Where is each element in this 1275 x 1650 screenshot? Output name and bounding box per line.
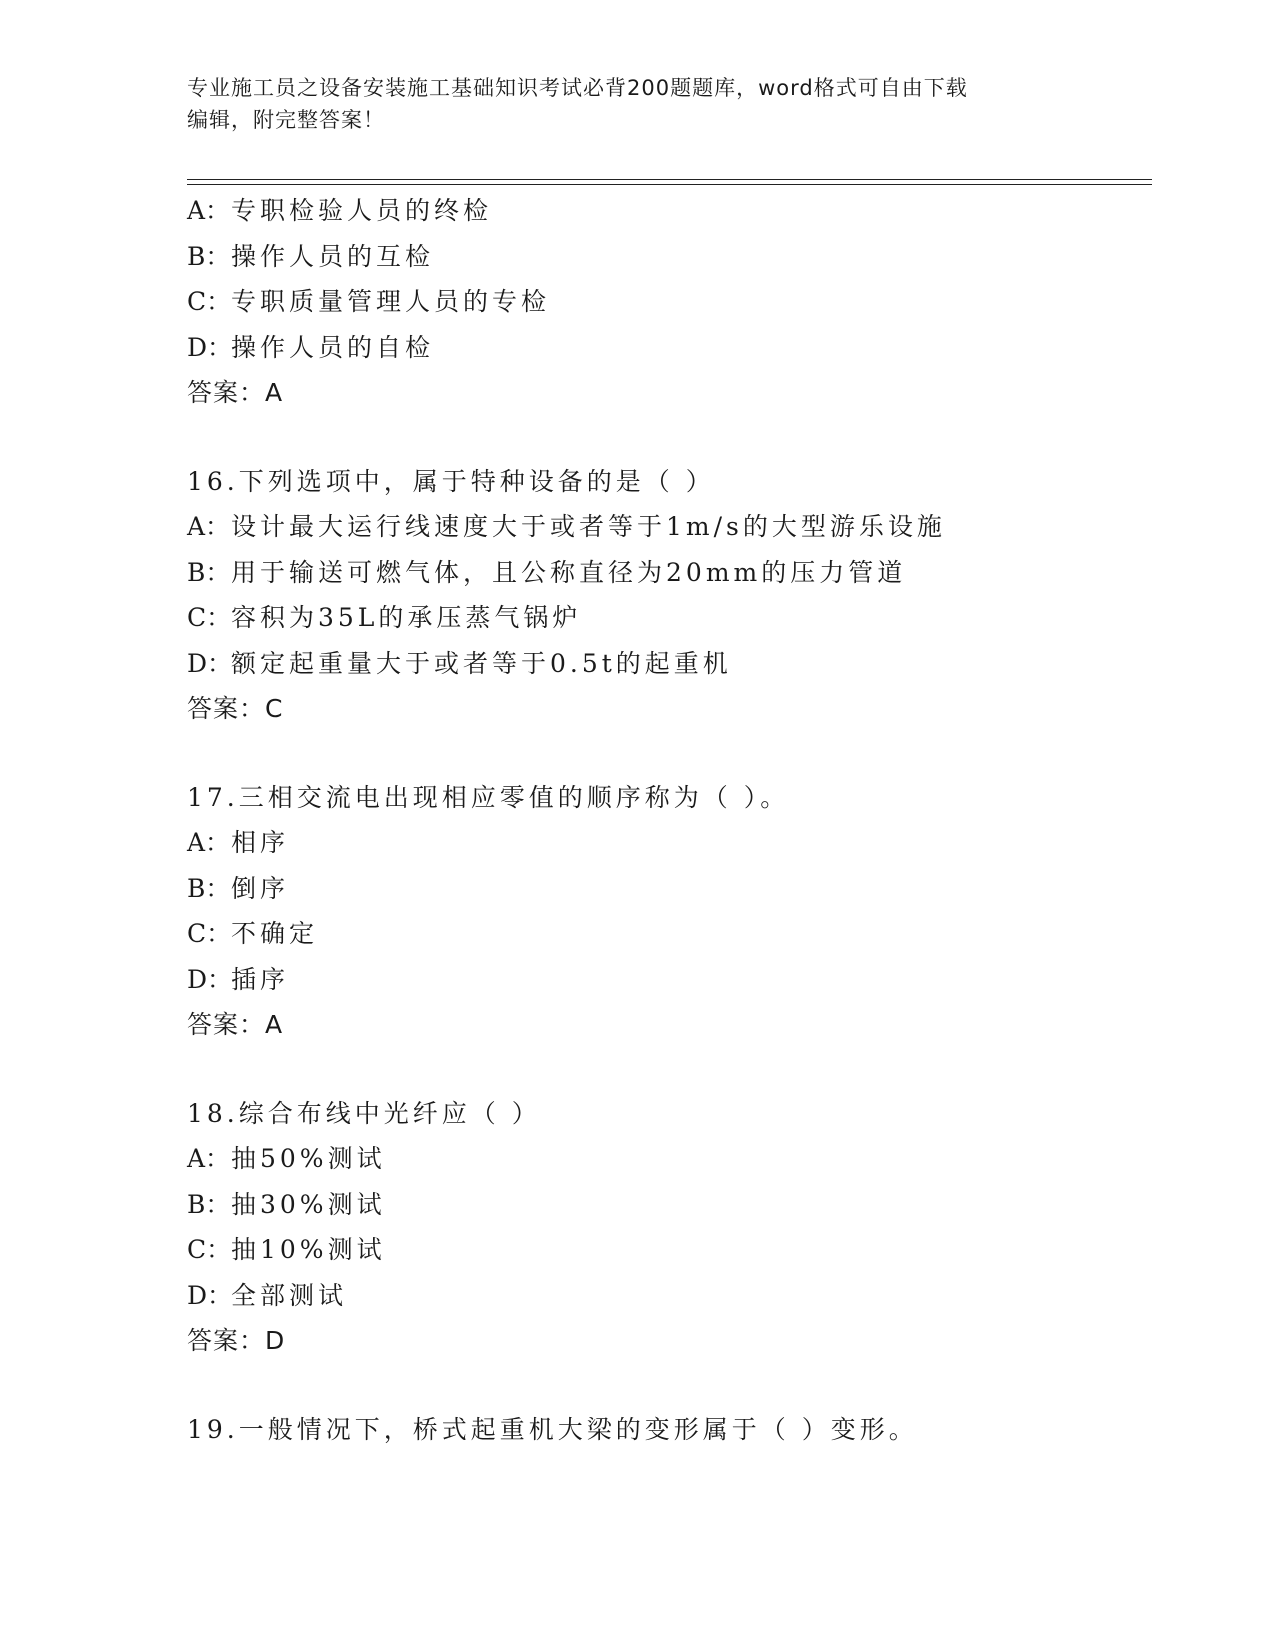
answer: 答案：A xyxy=(187,1010,284,1039)
option-text: 抽30%测试 xyxy=(231,1189,386,1219)
option-text: 专职质量管理人员的专检 xyxy=(231,287,551,316)
option-text: 用于输送可燃气体，且公称直径为20mm的压力管道 xyxy=(231,557,907,587)
document-header xyxy=(187,72,1067,136)
option-a: A：设计最大运行线速度大于或者等于1m/s的大型游乐设施 xyxy=(187,512,946,541)
option-text: 操作人员的互检 xyxy=(231,241,435,271)
question-stem: 17.三相交流电出现相应零值的顺序称为（ ）。 xyxy=(187,782,790,812)
option-a: A：抽50%测试 xyxy=(187,1144,386,1173)
option-text: 相序 xyxy=(231,828,290,857)
spacer xyxy=(187,1364,1147,1407)
option-text: 容积为35L的承压蒸气锅炉 xyxy=(231,603,582,632)
option-text: 操作人员的自检 xyxy=(231,332,435,362)
answer: 答案：D xyxy=(187,1326,286,1355)
option-text: 额定起重量大于或者等于0.5t的起重机 xyxy=(231,648,732,678)
question-list xyxy=(187,188,1147,1452)
option-c: C：不确定 xyxy=(187,919,319,948)
option-b: B：倒序 xyxy=(187,873,290,903)
answer: 答案：A xyxy=(187,378,284,407)
header-title-line-1: 专业施工员之设备安装施工基础知识考试必背200题题库，word格式可自由下载 xyxy=(187,76,968,100)
option-text: 设计最大运行线速度大于或者等于1m/s的大型游乐设施 xyxy=(231,512,946,541)
question-16 xyxy=(187,459,1147,732)
spacer xyxy=(187,1048,1147,1091)
option-c: C：专职质量管理人员的专检 xyxy=(187,287,551,316)
option-text: 专职检验人员的终检 xyxy=(231,196,493,225)
question-19 xyxy=(187,1407,1147,1453)
option-c: C：容积为35L的承压蒸气锅炉 xyxy=(187,603,582,632)
option-d: D：额定起重量大于或者等于0.5t的起重机 xyxy=(187,648,732,678)
option-text: 抽10%测试 xyxy=(231,1235,386,1264)
option-text: 全部测试 xyxy=(231,1280,348,1310)
option-b: B：操作人员的互检 xyxy=(187,241,435,271)
question-stem: 18.综合布线中光纤应（ ） xyxy=(187,1098,541,1128)
option-text: 倒序 xyxy=(231,873,290,903)
option-c: C：抽10%测试 xyxy=(187,1235,386,1264)
option-d: D：操作人员的自检 xyxy=(187,332,435,362)
option-text: 抽50%测试 xyxy=(231,1144,386,1173)
answer: 答案：C xyxy=(187,694,284,723)
header-title-line-2: 编辑，附完整答案！ xyxy=(187,108,385,132)
spacer xyxy=(187,416,1147,459)
option-d: D：插序 xyxy=(187,964,290,994)
option-d: D：全部测试 xyxy=(187,1280,348,1310)
spacer xyxy=(187,732,1147,775)
option-a: A：专职检验人员的终检 xyxy=(187,196,493,225)
header-divider-bottom xyxy=(187,184,1152,185)
question-18 xyxy=(187,1091,1147,1364)
question-17 xyxy=(187,775,1147,1048)
option-a: A：相序 xyxy=(187,828,290,857)
question-stem: 19.一般情况下，桥式起重机大梁的变形属于（ ）变形。 xyxy=(187,1414,918,1444)
option-b: B：抽30%测试 xyxy=(187,1189,386,1219)
question-15 xyxy=(187,188,1147,416)
option-text: 不确定 xyxy=(231,919,319,948)
option-b: B：用于输送可燃气体，且公称直径为20mm的压力管道 xyxy=(187,557,907,587)
header-divider-top xyxy=(187,179,1152,180)
option-text: 插序 xyxy=(231,964,290,994)
question-stem: 16.下列选项中，属于特种设备的是（ ） xyxy=(187,466,715,496)
